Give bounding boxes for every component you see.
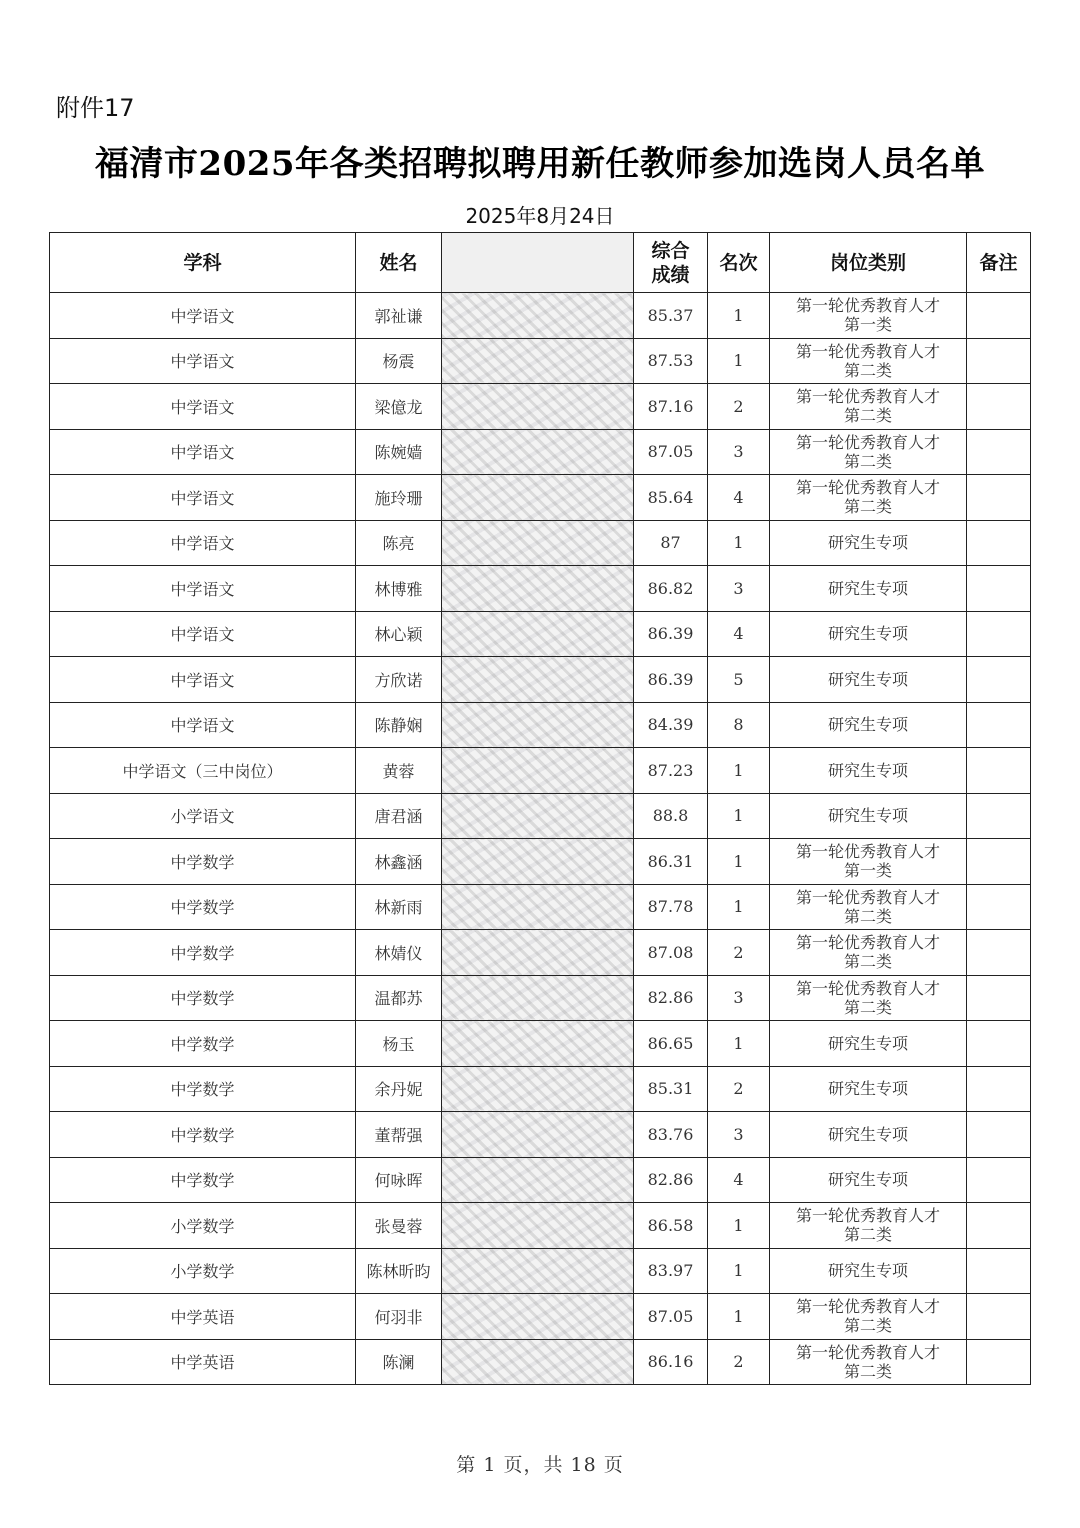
position-line1: 第一轮优秀教育人才 <box>795 887 940 907</box>
position-line2: 第二类 <box>843 406 892 426</box>
cell-rank: 5 <box>708 657 770 703</box>
cell-score: 83.97 <box>634 1248 708 1294</box>
table-row <box>50 1248 1031 1294</box>
header-score-line2: 成绩 <box>651 263 690 286</box>
cell-position-type <box>770 702 967 748</box>
table-row <box>50 748 1031 794</box>
cell-subject: 中学语文 <box>50 384 356 430</box>
cell-redacted <box>442 839 634 885</box>
position-line1: 第一轮优秀教育人才 <box>795 842 940 862</box>
cell-redacted <box>442 429 634 475</box>
cell-position-type <box>770 884 967 930</box>
cell-position-type <box>770 384 967 430</box>
table-row <box>50 839 1031 885</box>
cell-remark <box>967 520 1031 566</box>
position-line1: 第一轮优秀教育人才 <box>795 933 940 953</box>
cell-subject: 中学语文 <box>50 611 356 657</box>
cell-remark <box>967 657 1031 703</box>
cell-name: 董帮强 <box>356 1112 442 1158</box>
cell-remark <box>967 1112 1031 1158</box>
cell-remark <box>967 839 1031 885</box>
cell-name: 温都苏 <box>356 975 442 1021</box>
cell-redacted <box>442 702 634 748</box>
cell-rank: 1 <box>708 1248 770 1294</box>
cell-rank: 1 <box>708 1021 770 1067</box>
table-row <box>50 520 1031 566</box>
cell-redacted <box>442 293 634 339</box>
cell-position-type <box>770 293 967 339</box>
cell-score: 87.05 <box>634 1294 708 1340</box>
table-row <box>50 657 1031 703</box>
cell-position-type <box>770 1112 967 1158</box>
cell-name: 黄蓉 <box>356 748 442 794</box>
table-row <box>50 930 1031 976</box>
cell-rank: 1 <box>708 748 770 794</box>
cell-position-type <box>770 611 967 657</box>
cell-position-type <box>770 657 967 703</box>
cell-subject: 中学语文 <box>50 520 356 566</box>
cell-name: 林婧仪 <box>356 930 442 976</box>
cell-position-type <box>770 566 967 612</box>
cell-subject: 中学英语 <box>50 1294 356 1340</box>
attachment-label: 附件17 <box>56 94 135 122</box>
cell-rank: 4 <box>708 611 770 657</box>
table-row <box>50 1066 1031 1112</box>
cell-subject: 中学语文 <box>50 702 356 748</box>
cell-redacted <box>442 1021 634 1067</box>
table-row <box>50 1339 1031 1385</box>
cell-subject: 中学数学 <box>50 884 356 930</box>
position-line1: 研究生专项 <box>827 1170 908 1190</box>
cell-score: 82.86 <box>634 1157 708 1203</box>
cell-remark <box>967 293 1031 339</box>
header-remark: 备注 <box>967 233 1031 293</box>
cell-redacted <box>442 520 634 566</box>
cell-rank: 2 <box>708 1339 770 1385</box>
cell-redacted <box>442 1112 634 1158</box>
page-footer: 第 1 页，共 18 页 <box>456 1454 624 1476</box>
cell-name: 何羽非 <box>356 1294 442 1340</box>
cell-score: 82.86 <box>634 975 708 1021</box>
header-rank: 名次 <box>708 233 770 293</box>
cell-remark <box>967 702 1031 748</box>
cell-subject: 中学数学 <box>50 1066 356 1112</box>
position-line1: 研究生专项 <box>827 669 908 689</box>
cell-redacted <box>442 1339 634 1385</box>
cell-remark <box>967 1203 1031 1249</box>
table-row <box>50 338 1031 384</box>
cell-rank: 2 <box>708 930 770 976</box>
table-header-row <box>50 233 1031 293</box>
cell-position-type <box>770 1248 967 1294</box>
cell-rank: 2 <box>708 384 770 430</box>
cell-rank: 3 <box>708 429 770 475</box>
cell-subject: 中学语文 <box>50 338 356 384</box>
cell-subject: 中学语文（三中岗位） <box>50 748 356 794</box>
cell-position-type <box>770 520 967 566</box>
cell-position-type <box>770 1339 967 1385</box>
position-line1: 研究生专项 <box>827 624 908 644</box>
cell-remark <box>967 611 1031 657</box>
cell-remark <box>967 930 1031 976</box>
table-row <box>50 1294 1031 1340</box>
cell-name: 陈婉嫱 <box>356 429 442 475</box>
cell-subject: 中学语文 <box>50 429 356 475</box>
cell-redacted <box>442 793 634 839</box>
cell-name: 施玲珊 <box>356 475 442 521</box>
cell-name: 方欣诺 <box>356 657 442 703</box>
position-line2: 第二类 <box>843 451 892 471</box>
cell-position-type <box>770 475 967 521</box>
position-line2: 第一类 <box>843 315 892 335</box>
cell-subject: 中学数学 <box>50 1112 356 1158</box>
cell-redacted <box>442 1294 634 1340</box>
position-line1: 第一轮优秀教育人才 <box>795 432 940 452</box>
cell-redacted <box>442 1157 634 1203</box>
cell-name: 何咏晖 <box>356 1157 442 1203</box>
header-score-line1: 综合 <box>651 239 690 262</box>
cell-rank: 4 <box>708 475 770 521</box>
cell-rank: 2 <box>708 1066 770 1112</box>
table-row <box>50 702 1031 748</box>
cell-remark <box>967 384 1031 430</box>
cell-position-type <box>770 839 967 885</box>
position-line1: 第一轮优秀教育人才 <box>795 478 940 498</box>
cell-remark <box>967 338 1031 384</box>
header-subject: 学科 <box>50 233 356 293</box>
cell-redacted <box>442 975 634 1021</box>
cell-rank: 4 <box>708 1157 770 1203</box>
table-row <box>50 1112 1031 1158</box>
cell-remark <box>967 1021 1031 1067</box>
cell-position-type <box>770 429 967 475</box>
position-line1: 研究生专项 <box>827 533 908 553</box>
cell-name: 唐君涵 <box>356 793 442 839</box>
cell-subject: 中学数学 <box>50 1021 356 1067</box>
table-row <box>50 566 1031 612</box>
table-row <box>50 793 1031 839</box>
table-row <box>50 1021 1031 1067</box>
cell-redacted <box>442 1248 634 1294</box>
cell-redacted <box>442 611 634 657</box>
cell-score: 86.31 <box>634 839 708 885</box>
cell-score: 87.23 <box>634 748 708 794</box>
position-line2: 第二类 <box>843 1316 892 1336</box>
cell-score: 84.39 <box>634 702 708 748</box>
position-line2: 第一类 <box>843 861 892 881</box>
cell-score: 85.37 <box>634 293 708 339</box>
cell-name: 梁億龙 <box>356 384 442 430</box>
cell-position-type <box>770 1157 967 1203</box>
table-row <box>50 384 1031 430</box>
cell-position-type <box>770 793 967 839</box>
cell-name: 余丹妮 <box>356 1066 442 1112</box>
cell-score: 85.64 <box>634 475 708 521</box>
position-line2: 第二类 <box>843 1225 892 1245</box>
header-position-type: 岗位类别 <box>770 233 967 293</box>
cell-score: 83.76 <box>634 1112 708 1158</box>
cell-redacted <box>442 475 634 521</box>
cell-subject: 中学英语 <box>50 1339 356 1385</box>
cell-redacted <box>442 566 634 612</box>
cell-position-type <box>770 1021 967 1067</box>
cell-rank: 1 <box>708 1294 770 1340</box>
position-line1: 第一轮优秀教育人才 <box>795 1206 940 1226</box>
cell-remark <box>967 1066 1031 1112</box>
cell-score: 86.58 <box>634 1203 708 1249</box>
document-title: 福清市2025年各类招聘拟聘用新任教师参加选岗人员名单 <box>94 144 986 184</box>
cell-name: 张曼蓉 <box>356 1203 442 1249</box>
cell-name: 陈亮 <box>356 520 442 566</box>
table-row <box>50 884 1031 930</box>
header-name: 姓名 <box>356 233 442 293</box>
table-body <box>50 293 1031 1385</box>
header-score <box>634 233 708 293</box>
cell-redacted <box>442 384 634 430</box>
position-line2: 第二类 <box>843 360 892 380</box>
cell-score: 87 <box>634 520 708 566</box>
cell-subject: 中学数学 <box>50 930 356 976</box>
cell-remark <box>967 566 1031 612</box>
cell-subject: 小学数学 <box>50 1203 356 1249</box>
cell-rank: 1 <box>708 793 770 839</box>
cell-name: 杨玉 <box>356 1021 442 1067</box>
cell-name: 林博雅 <box>356 566 442 612</box>
position-line2: 第二类 <box>843 997 892 1017</box>
position-line1: 研究生专项 <box>827 1033 908 1053</box>
position-line1: 第一轮优秀教育人才 <box>795 1297 940 1317</box>
cell-remark <box>967 1248 1031 1294</box>
cell-redacted <box>442 1203 634 1249</box>
header-redacted <box>442 233 634 293</box>
cell-subject: 小学数学 <box>50 1248 356 1294</box>
cell-remark <box>967 748 1031 794</box>
cell-score: 86.82 <box>634 566 708 612</box>
cell-rank: 1 <box>708 884 770 930</box>
cell-subject: 中学语文 <box>50 657 356 703</box>
cell-score: 88.8 <box>634 793 708 839</box>
cell-remark <box>967 475 1031 521</box>
cell-rank: 1 <box>708 520 770 566</box>
position-line1: 研究生专项 <box>827 1261 908 1281</box>
cell-subject: 中学语文 <box>50 475 356 521</box>
cell-position-type <box>770 748 967 794</box>
cell-score: 86.39 <box>634 657 708 703</box>
cell-position-type <box>770 1294 967 1340</box>
cell-name: 陈林昕昀 <box>356 1248 442 1294</box>
cell-name: 陈静娴 <box>356 702 442 748</box>
position-line1: 研究生专项 <box>827 806 908 826</box>
cell-subject: 中学语文 <box>50 293 356 339</box>
cell-position-type <box>770 1203 967 1249</box>
position-line1: 第一轮优秀教育人才 <box>795 387 940 407</box>
position-line1: 第一轮优秀教育人才 <box>795 1342 940 1362</box>
position-line2: 第二类 <box>843 1361 892 1381</box>
cell-redacted <box>442 930 634 976</box>
cell-rank: 1 <box>708 1203 770 1249</box>
cell-rank: 3 <box>708 975 770 1021</box>
position-line1: 研究生专项 <box>827 715 908 735</box>
position-line2: 第二类 <box>843 906 892 926</box>
cell-remark <box>967 975 1031 1021</box>
position-line1: 研究生专项 <box>827 578 908 598</box>
cell-name: 林新雨 <box>356 884 442 930</box>
cell-redacted <box>442 338 634 384</box>
table-row <box>50 975 1031 1021</box>
cell-redacted <box>442 1066 634 1112</box>
position-line1: 研究生专项 <box>827 1079 908 1099</box>
cell-score: 86.39 <box>634 611 708 657</box>
cell-subject: 中学数学 <box>50 839 356 885</box>
cell-redacted <box>442 884 634 930</box>
cell-rank: 1 <box>708 338 770 384</box>
cell-rank: 1 <box>708 293 770 339</box>
position-line2: 第二类 <box>843 952 892 972</box>
table-row <box>50 1157 1031 1203</box>
cell-remark <box>967 1157 1031 1203</box>
cell-name: 陈澜 <box>356 1339 442 1385</box>
cell-subject: 小学语文 <box>50 793 356 839</box>
table-row <box>50 293 1031 339</box>
candidate-table <box>49 232 1031 1385</box>
cell-score: 85.31 <box>634 1066 708 1112</box>
table-row <box>50 1203 1031 1249</box>
position-line1: 研究生专项 <box>827 1124 908 1144</box>
cell-score: 87.05 <box>634 429 708 475</box>
cell-redacted <box>442 748 634 794</box>
cell-rank: 1 <box>708 839 770 885</box>
cell-name: 林鑫涵 <box>356 839 442 885</box>
cell-score: 87.16 <box>634 384 708 430</box>
position-line1: 研究生专项 <box>827 760 908 780</box>
cell-remark <box>967 429 1031 475</box>
cell-rank: 8 <box>708 702 770 748</box>
cell-score: 87.53 <box>634 338 708 384</box>
cell-remark <box>967 1294 1031 1340</box>
table-row <box>50 611 1031 657</box>
cell-name: 郭祉谦 <box>356 293 442 339</box>
cell-subject: 中学数学 <box>50 1157 356 1203</box>
cell-redacted <box>442 657 634 703</box>
cell-name: 杨震 <box>356 338 442 384</box>
cell-score: 86.16 <box>634 1339 708 1385</box>
table-row <box>50 429 1031 475</box>
table-row <box>50 475 1031 521</box>
cell-score: 86.65 <box>634 1021 708 1067</box>
cell-subject: 中学语文 <box>50 566 356 612</box>
cell-name: 林心颖 <box>356 611 442 657</box>
cell-score: 87.08 <box>634 930 708 976</box>
cell-rank: 3 <box>708 566 770 612</box>
cell-position-type <box>770 1066 967 1112</box>
document-date: 2025年8月24日 <box>465 204 615 228</box>
cell-position-type <box>770 930 967 976</box>
position-line2: 第二类 <box>843 497 892 517</box>
position-line1: 第一轮优秀教育人才 <box>795 296 940 316</box>
position-line1: 第一轮优秀教育人才 <box>795 341 940 361</box>
cell-remark <box>967 884 1031 930</box>
cell-subject: 中学数学 <box>50 975 356 1021</box>
cell-position-type <box>770 975 967 1021</box>
position-line1: 第一轮优秀教育人才 <box>795 978 940 998</box>
cell-remark <box>967 1339 1031 1385</box>
cell-remark <box>967 793 1031 839</box>
cell-position-type <box>770 338 967 384</box>
cell-rank: 3 <box>708 1112 770 1158</box>
cell-score: 87.78 <box>634 884 708 930</box>
